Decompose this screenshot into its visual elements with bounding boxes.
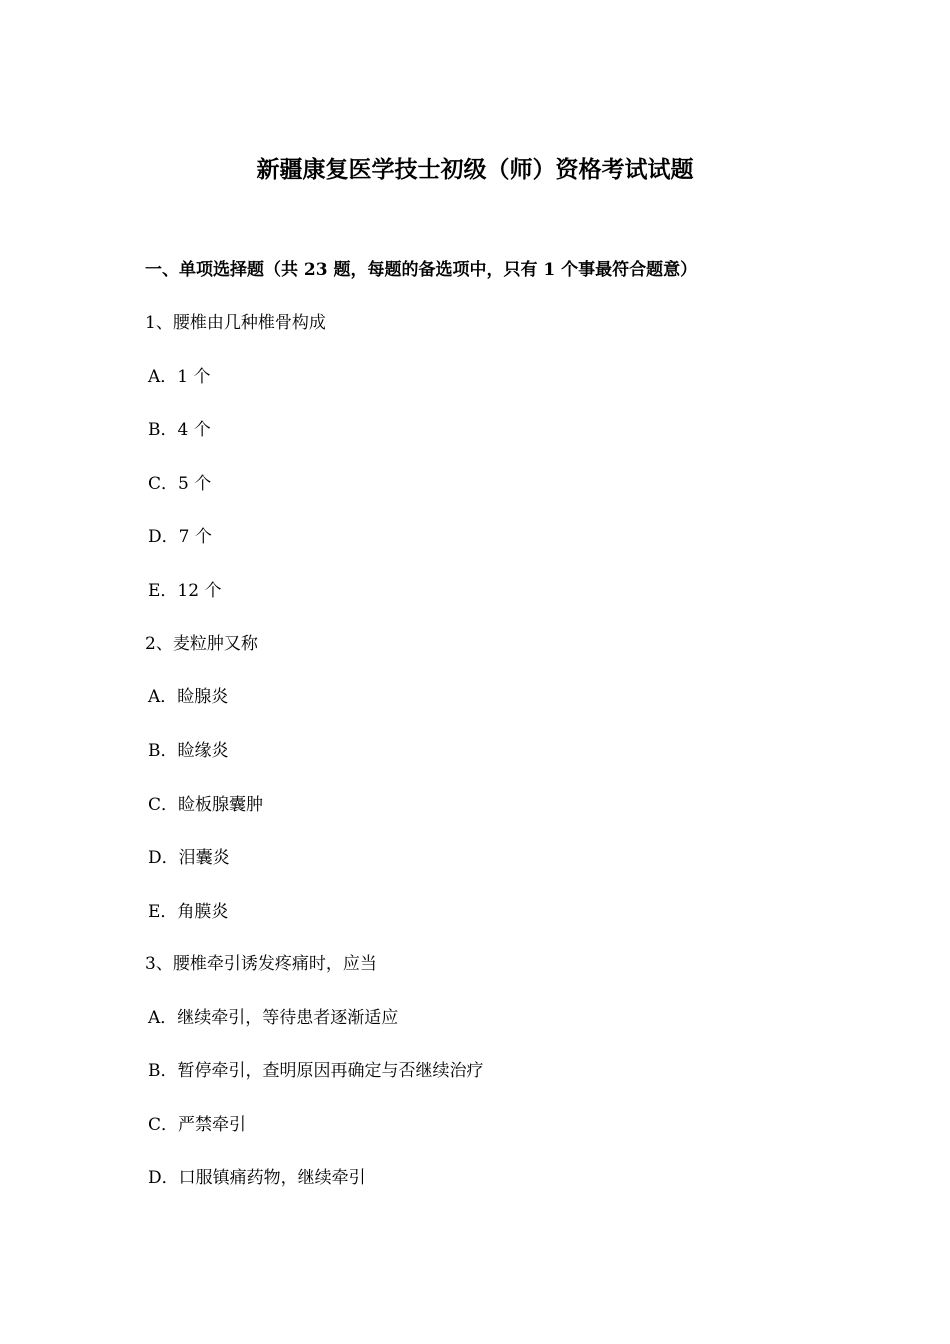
question-option: D．口服镇痛药物，继续牵引 xyxy=(148,1168,366,1188)
question-option: C．严禁牵引 xyxy=(148,1115,247,1135)
question-stem: 1、腰椎由几种椎骨构成 xyxy=(145,313,326,333)
question-option: A．继续牵引，等待患者逐渐适应 xyxy=(148,1008,399,1028)
question-option: A．1 个 xyxy=(148,367,211,387)
question-option: E．角膜炎 xyxy=(148,902,229,922)
question-option: B．睑缘炎 xyxy=(148,741,229,761)
question-stem: 3、腰椎牵引诱发疼痛时，应当 xyxy=(145,954,377,974)
section-heading: 一、单项选择题（共 23 题，每题的备选项中，只有 1 个事最符合题意） xyxy=(145,260,698,280)
question-stem: 2、麦粒肿又称 xyxy=(145,634,258,654)
question-option: C．5 个 xyxy=(148,474,212,494)
question-option: E．12 个 xyxy=(148,581,222,601)
question-option: B．4 个 xyxy=(148,420,211,440)
question-option: D．7 个 xyxy=(148,527,212,547)
page-title: 新疆康复医学技士初级（师）资格考试试题 xyxy=(256,156,694,183)
question-option: D．泪囊炎 xyxy=(148,848,230,868)
question-option: A．睑腺炎 xyxy=(148,687,229,707)
question-option: C．睑板腺囊肿 xyxy=(148,795,264,815)
question-option: B．暂停牵引，查明原因再确定与否继续治疗 xyxy=(148,1061,484,1081)
